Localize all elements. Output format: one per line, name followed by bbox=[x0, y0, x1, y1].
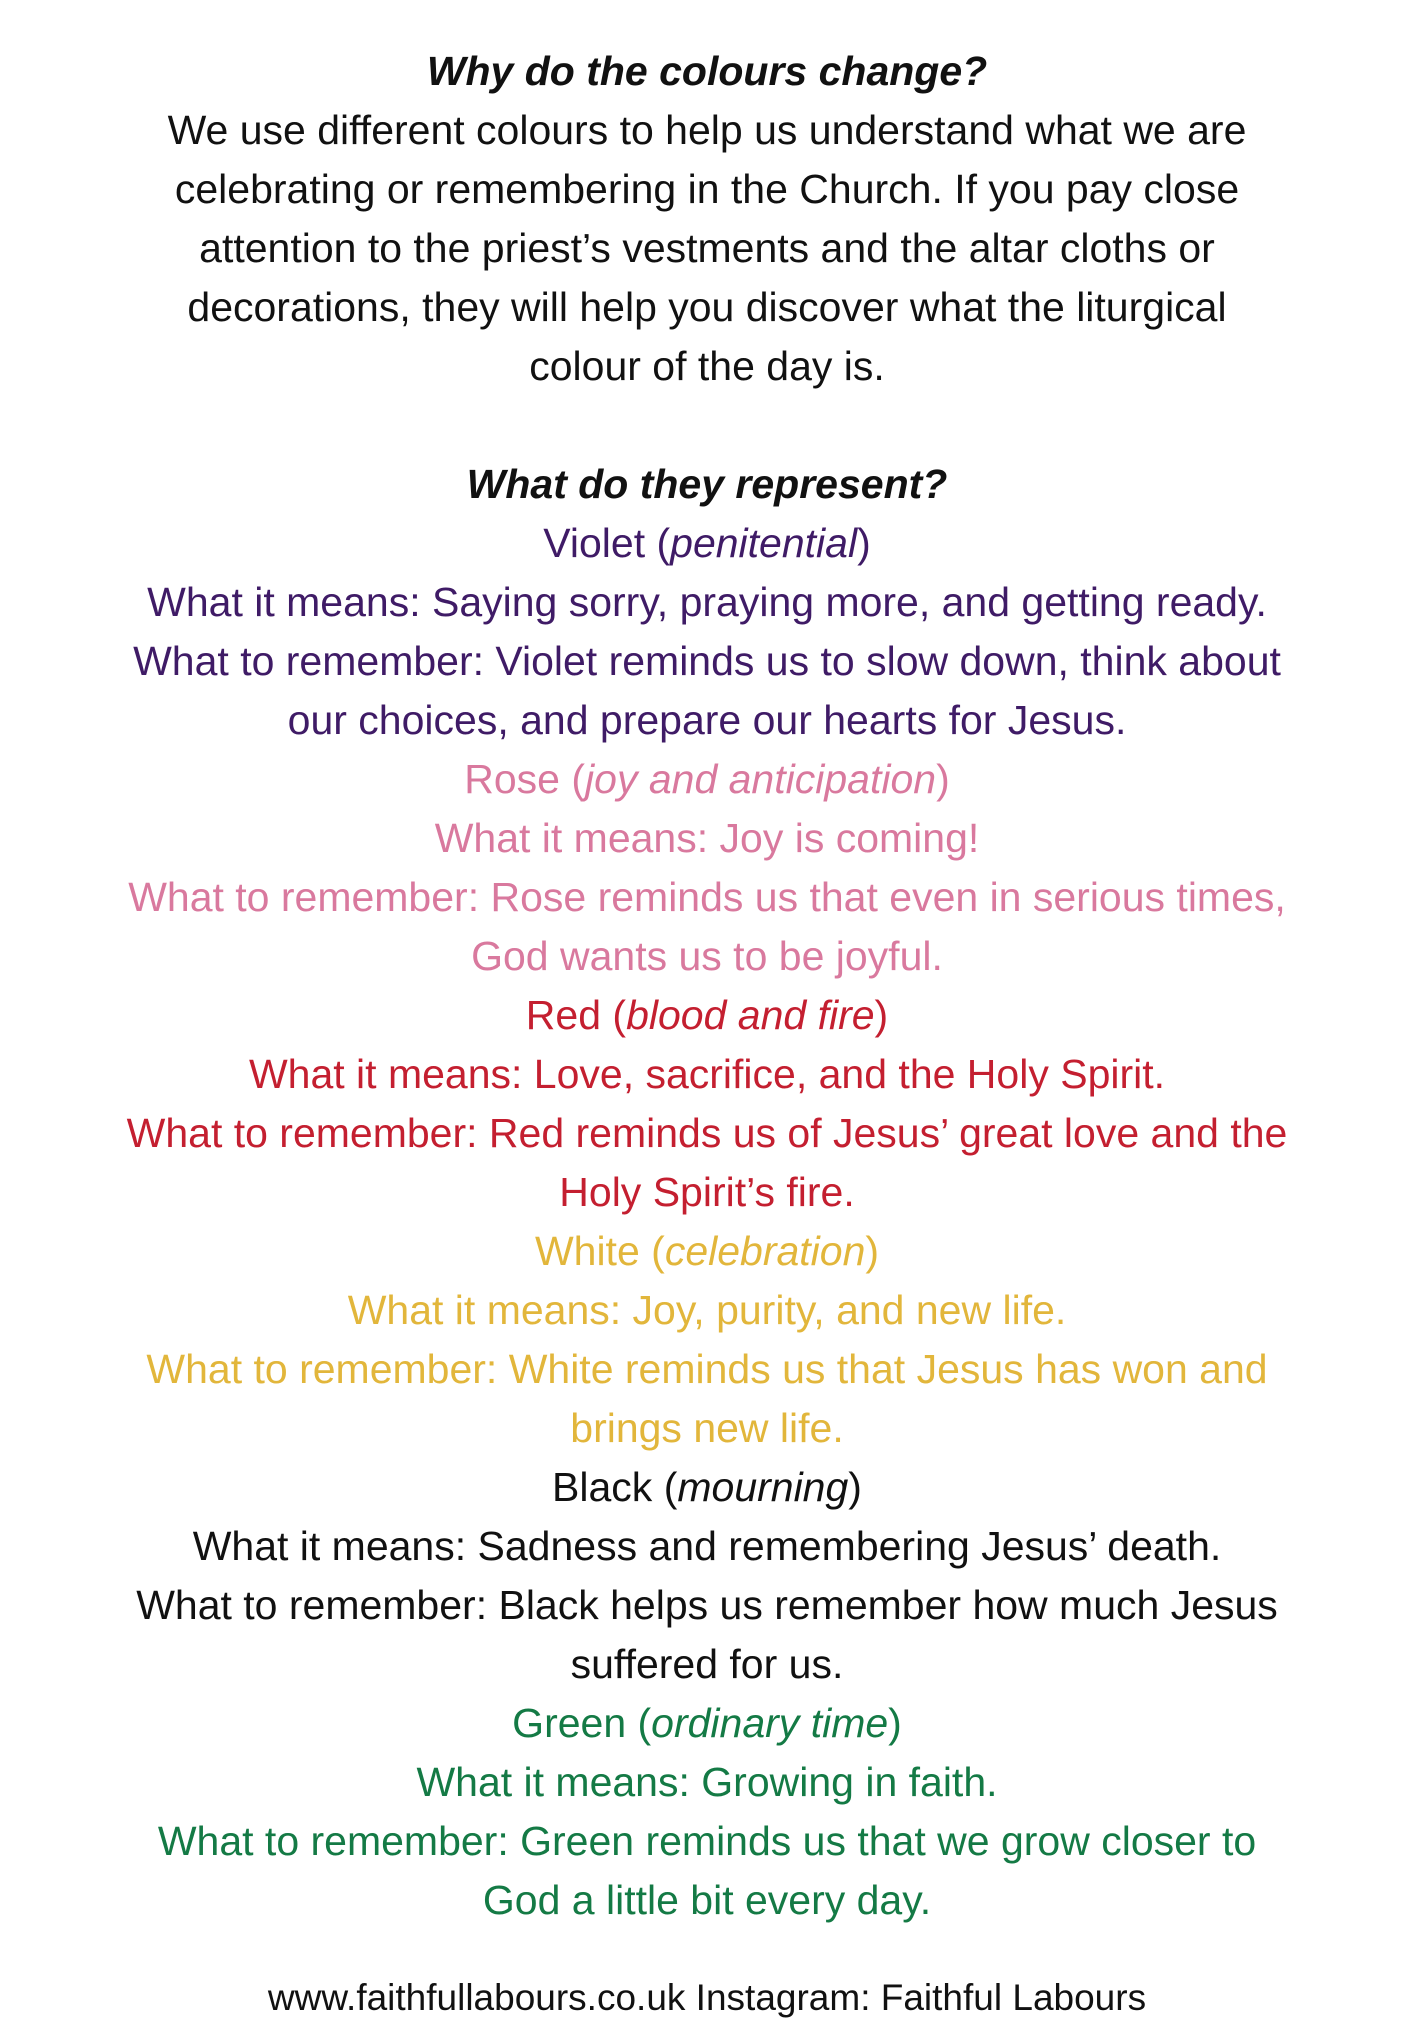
colour-block-red bbox=[0, 986, 1414, 1222]
colour-title: Black (mourning) bbox=[552, 1464, 862, 1510]
colour-note: blood and fire bbox=[626, 992, 875, 1038]
colour-remember: What to remember: White reminds us that Jesus has won and bbox=[146, 1346, 1268, 1392]
colour-name: White bbox=[534, 1228, 640, 1274]
intro-line: decorations, they will help you discover what the liturgical bbox=[187, 284, 1227, 330]
colour-means: What it means: Joy is coming! bbox=[434, 815, 980, 861]
colour-note: ordinary time bbox=[651, 1700, 889, 1746]
colour-remember: brings new life. bbox=[570, 1405, 844, 1451]
colour-title: White (celebration) bbox=[534, 1228, 880, 1274]
colour-means: What it means: Sadness and remembering Jesus’ death. bbox=[192, 1523, 1222, 1569]
colour-means: What it means: Growing in faith. bbox=[416, 1759, 998, 1805]
intro-line: celebrating or remembering in the Church. If you pay close bbox=[174, 166, 1240, 212]
colour-remember: What to remember: Black helps us remember how much Jesus bbox=[136, 1582, 1278, 1628]
colour-means: What it means: Love, sacrifice, and the Holy Spirit. bbox=[248, 1051, 1166, 1097]
represent-heading: What do they represent? bbox=[466, 461, 948, 507]
colour-name: Green bbox=[512, 1700, 627, 1746]
colour-remember: God wants us to be joyful. bbox=[471, 933, 943, 979]
intro-line: colour of the day is. bbox=[529, 343, 885, 389]
colour-block-green bbox=[0, 1694, 1414, 1930]
colour-title: Violet (penitential) bbox=[543, 520, 871, 566]
colour-means: What it means: Joy, purity, and new life. bbox=[347, 1287, 1067, 1333]
colour-remember: God a little bit every day. bbox=[482, 1877, 932, 1923]
colour-title: Green (ordinary time) bbox=[512, 1700, 902, 1746]
colour-means: What it means: Saying sorry, praying more, and getting ready. bbox=[147, 579, 1267, 625]
colour-block-violet bbox=[0, 514, 1414, 750]
colour-remember: What to remember: Rose reminds us that even in serious times, bbox=[128, 874, 1286, 920]
colour-title: Rose (joy and anticipation) bbox=[464, 756, 950, 802]
colour-name: Violet bbox=[543, 520, 646, 566]
colour-name: Black bbox=[552, 1464, 653, 1510]
colour-note: penitential bbox=[670, 520, 858, 566]
section-spacer bbox=[0, 396, 1414, 455]
intro-heading: Why do the colours change? bbox=[426, 48, 988, 94]
colour-block-white bbox=[0, 1222, 1414, 1458]
colour-remember: suffered for us. bbox=[570, 1641, 844, 1687]
intro-line: attention to the priest’s vestments and the altar cloths or bbox=[199, 225, 1215, 271]
colour-remember: What to remember: Violet reminds us to slow down, think about bbox=[133, 638, 1281, 684]
colour-block-black bbox=[0, 1458, 1414, 1694]
colour-remember: Holy Spirit’s fire. bbox=[559, 1169, 855, 1215]
colour-block-rose bbox=[0, 750, 1414, 986]
colour-name: Rose bbox=[464, 756, 560, 802]
colour-name: Red bbox=[525, 992, 602, 1038]
colour-remember: What to remember: Green reminds us that we grow closer to bbox=[157, 1818, 1257, 1864]
colour-remember: our choices, and prepare our hearts for Jesus. bbox=[287, 697, 1127, 743]
colour-note: joy and anticipation bbox=[585, 756, 937, 802]
intro-line: We use different colours to help us understand what we are bbox=[167, 107, 1247, 153]
colour-remember: What to remember: Red reminds us of Jesus’ great love and the bbox=[126, 1110, 1288, 1156]
colour-note: mourning bbox=[677, 1464, 849, 1510]
colour-note: celebration bbox=[664, 1228, 866, 1274]
footer-credits: www.faithfullabours.co.uk Instagram: Faithful Labours bbox=[267, 1977, 1147, 2018]
colour-title: Red (blood and fire) bbox=[525, 992, 889, 1038]
